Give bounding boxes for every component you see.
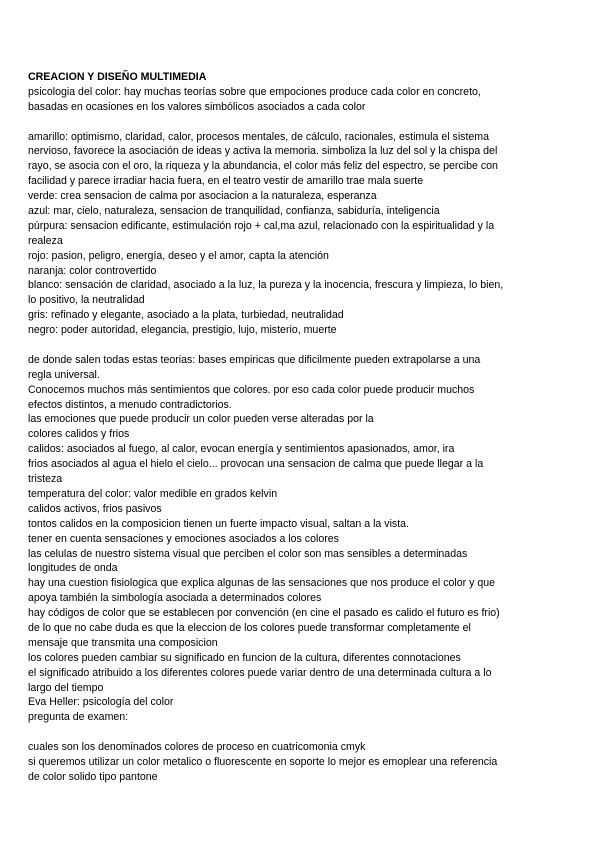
blank-line [28, 115, 578, 130]
text-line: tener en cuenta sensaciones y emociones asociados a los colores [28, 532, 339, 545]
text-line: nervioso, favorece la asociación de ideas y activa la memoria. simboliza la luz del sol y la chispa del [28, 145, 498, 158]
text-line: temperatura del color: valor medible en grados kelvin [28, 487, 278, 500]
text-line: rojo: pasion, peligro, energía, deseo y el amor, capta la atención [28, 249, 329, 262]
text-line: longitudes de onda [28, 562, 118, 575]
text-line: negro: poder autoridad, elegancia, prestigio, lujo, misterio, muerte [28, 324, 337, 337]
text-line: efectos distintos, a menudo contradictorios. [28, 398, 232, 411]
text-line: lo positivo, la neutralidad [28, 294, 145, 307]
text-line: rayo, se asocia con el oro, la riqueza y la abundancia, el color más feliz del espectro, se percibe con [28, 160, 498, 173]
text-line: Conocemos muchos más sentimientos que colores. por eso cada color puede producir muchos [28, 383, 475, 396]
text-line: colores calidos y frios [28, 428, 130, 441]
text-line: las celulas de nuestro sistema visual que perciben el color son mas sensibles a determinadas [28, 547, 468, 560]
text-line: amarillo: optimismo, claridad, calor, procesos mentales, de cálculo, racionales, estimula el sistema [28, 130, 490, 143]
text-line: gris: refinado y elegante, asociado a la plata, turbiedad, neutralidad [28, 309, 344, 322]
document-title: CREACION Y DISEÑO MULTIMEDIA [28, 71, 207, 83]
text-line: cuales son los denominados colores de proceso en cuatricomonia cmyk [28, 741, 366, 754]
text-line: Eva Heller: psicología del color [28, 696, 174, 709]
text-line: facilidad y parece irradiar hacia fuera, en el teatro vestir de amarillo trae mala suerte [28, 175, 424, 188]
blank-line [28, 725, 578, 740]
text-line: realeza [28, 234, 63, 247]
text-line: hay códigos de color que se establecen por convención (en cine el pasado es calido el futuro es frio) [28, 607, 500, 620]
text-line: hay una cuestion fisiologica que explica algunas de las sensaciones que nos produce el color y que [28, 577, 496, 590]
text-line: mensaje que transmita una composicion [28, 636, 218, 649]
text-line: basadas en ocasiones en los valores simbólicos asociados a cada color [28, 100, 366, 113]
text-line: largo del tiempo [28, 681, 104, 694]
text-line: los colores pueden cambiar su significado en funcion de la cultura, diferentes connotaciones [28, 651, 461, 664]
document-page [28, 70, 578, 785]
text-line: púrpura: sensacion edificante, estimulación rojo + cal,ma azul, relacionado con la espiritualidad y la [28, 219, 495, 232]
text-line: tristeza [28, 473, 63, 486]
text-line: psicologia del color: hay muchas teorías sobre que empociones produce cada color en concreto, [28, 85, 481, 98]
text-line: naranja: color controvertido [28, 264, 157, 277]
text-line: blanco: sensación de claridad, asociado a la luz, la pureza y la inocencia, frescura y limpieza, lo bien, [28, 279, 504, 292]
text-line: el significado atribuido a los diferentes colores puede variar dentro de una determinada cultura a lo [28, 666, 492, 679]
text-line: de color solido tipo pantone [28, 770, 158, 783]
text-line: regla universal. [28, 368, 100, 381]
text-line: calidos activos, frios pasivos [28, 502, 162, 515]
text-line: las emociones que puede producir un color pueden verse alteradas por la [28, 413, 374, 426]
document-body [28, 85, 578, 785]
text-line: verde: crea sensacion de calma por asociacion a la naturaleza, esperanza [28, 190, 377, 203]
text-line: apoya también la simbología asociada a determinados colores [28, 592, 322, 605]
text-line: pregunta de examen: [28, 711, 129, 724]
text-line: tontos calidos en la composicion tienen un fuerte impacto visual, saltan a la vista. [28, 517, 409, 530]
text-line: si queremos utilizar un color metalico o fluorescente en soporte lo mejor es emoplear una referencia [28, 755, 498, 768]
text-line: de donde salen todas estas teorias: bases empiricas que dificilmente pueden extrapolarse a una [28, 353, 481, 366]
text-line: de lo que no cabe duda es que la eleccion de los colores puede transformar completamente el [28, 621, 471, 634]
text-line: calidos: asociados al fuego, al calor, evocan energía y sentimientos apasionados, amor, ira [28, 443, 455, 456]
blank-line [28, 338, 578, 353]
text-line: azul: mar, cielo, naturaleza, sensacion de tranquilidad, confianza, sabiduría, inteligencia [28, 205, 440, 218]
text-line: frios asociados al agua el hielo el cielo... provocan una sensacion de calma que puede llegar a la [28, 458, 484, 471]
